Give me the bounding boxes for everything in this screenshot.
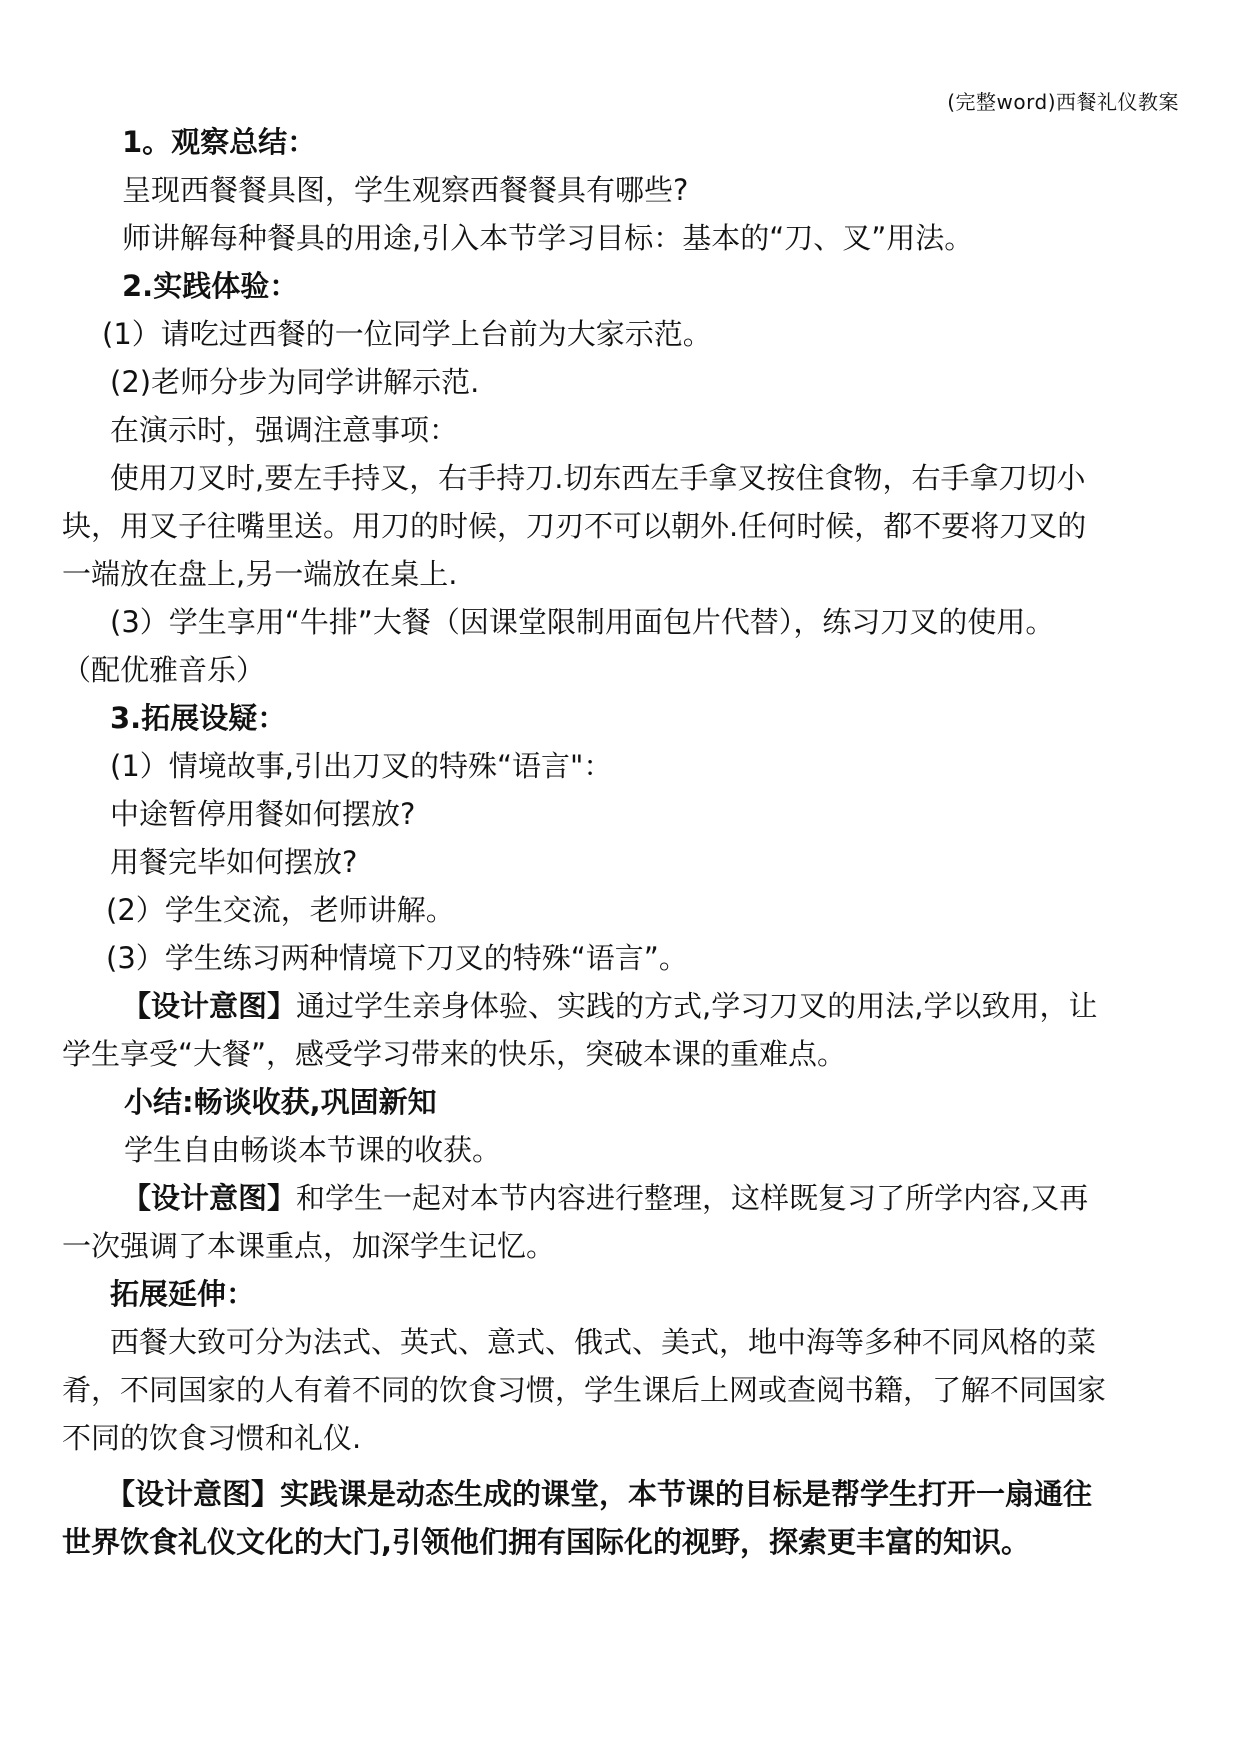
section-1-line-1: 呈现西餐餐具图，学生观察西餐餐具有哪些? — [122, 173, 689, 207]
design-intent-1 — [62, 982, 1182, 1030]
section-3-line-5: (3）学生练习两种情境下刀叉的特殊“语言”。 — [106, 941, 688, 975]
section-2-line-5b: （配优雅音乐） — [62, 653, 266, 687]
design-intent-2 — [62, 1174, 1182, 1222]
design-intent-label: 【设计意图】 — [122, 989, 297, 1023]
section-2-line-3: 在演示时，强调注意事项： — [110, 413, 459, 447]
section-2-line-4c: 一端放在盘上,另一端放在桌上. — [62, 557, 458, 591]
design-intent-text: 和学生一起对本节内容进行整理，这样既复习了所学内容,又再 — [296, 1181, 1089, 1215]
section-3-line-4: (2）学生交流，老师讲解。 — [106, 893, 455, 927]
extension-line-2: 肴，不同国家的人有着不同的饮食习惯，学生课后上网或查阅书籍，了解不同国家 — [62, 1373, 1107, 1407]
summary-line-1: 学生自由畅谈本节课的收获。 — [124, 1133, 502, 1167]
document-body — [62, 118, 1182, 1566]
design-intent-text: 通过学生亲身体验、实践的方式,学习刀叉的用法,学以致用，让 — [296, 989, 1098, 1023]
section-2-line-4a: 使用刀叉时,要左手持叉，右手持刀.切东西左手拿叉按住食物，右手拿刀切小 — [110, 461, 1086, 495]
section-3-title: 3.拓展设疑： — [110, 701, 287, 735]
section-2-title: 2.实践体验： — [122, 269, 299, 303]
section-3-line-2: 中途暂停用餐如何摆放? — [110, 797, 416, 831]
spacer — [62, 1462, 1182, 1470]
section-3-line-1: (1）情境故事,引出刀叉的特殊“语言"： — [110, 749, 613, 783]
extension-title: 拓展延伸： — [110, 1277, 256, 1311]
section-2-line-5a: (3）学生享用“牛排”大餐（因课堂限制用面包片代替），练习刀叉的使用。 — [110, 605, 1055, 639]
design-intent-3: 【设计意图】实践课是动态生成的课堂，本节课的目标是帮学生打开一扇通往 — [106, 1477, 1093, 1511]
design-intent-1-cont: 学生享受“大餐”，感受学习带来的快乐，突破本课的重难点。 — [62, 1037, 847, 1071]
extension-line-3: 不同的饮食习惯和礼仪. — [62, 1421, 362, 1455]
summary-title: 小结:畅谈收获,巩固新知 — [124, 1085, 437, 1119]
design-intent-label: 【设计意图】 — [122, 1181, 297, 1215]
section-2-line-1: (1）请吃过西餐的一位同学上台前为大家示范。 — [102, 317, 712, 351]
section-1-line-2: 师讲解每种餐具的用途,引入本节学习目标：基本的“刀、叉”用法。 — [122, 221, 974, 255]
extension-line-1: 西餐大致可分为法式、英式、意式、俄式、美式，地中海等多种不同风格的菜 — [110, 1325, 1097, 1359]
section-2-line-4b: 块，用叉子往嘴里送。用刀的时候，刀刃不可以朝外.任何时候，都不要将刀叉的 — [62, 509, 1087, 543]
section-1-title: 1。观察总结： — [122, 125, 317, 159]
section-3-line-3: 用餐完毕如何摆放? — [110, 845, 358, 879]
page-header: (完整word)西餐礼仪教案 — [947, 90, 1179, 114]
section-2-line-2: (2)老师分步为同学讲解示范. — [110, 365, 480, 399]
design-intent-3-cont: 世界饮食礼仪文化的大门,引领他们拥有国际化的视野，探索更丰富的知识。 — [62, 1525, 1031, 1559]
design-intent-2-cont: 一次强调了本课重点，加深学生记忆。 — [62, 1229, 556, 1263]
